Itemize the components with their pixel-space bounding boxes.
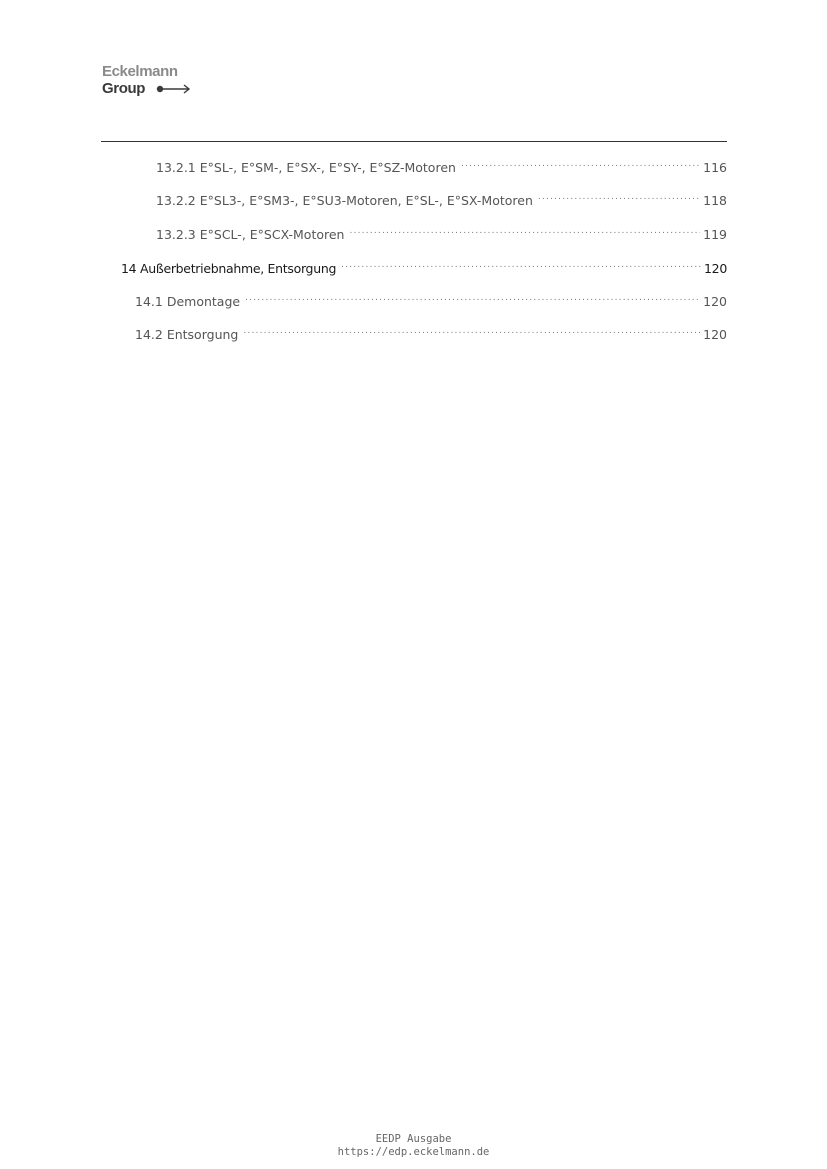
toc-leader-dots [538, 185, 700, 205]
toc-entry-title: 13.2.1 E°SL-, E°SM-, E°SX-, E°SY-, E°SZ-Motoren [156, 160, 456, 175]
toc-leader-dots [341, 253, 701, 273]
toc-entry-page: 120 [703, 294, 727, 309]
footer-url[interactable]: https://edp.eckelmann.de [337, 1146, 490, 1158]
toc-entry-number: 13.2.3 [156, 227, 196, 242]
toc-leader-dots [243, 319, 700, 339]
toc-entry-page: 119 [703, 227, 727, 242]
toc-leader-dots [461, 152, 700, 172]
logo-text-eckelmann: Eckelmann [102, 63, 178, 80]
toc-leader-dots [245, 286, 700, 306]
toc-entry-number: 14.2 [135, 327, 163, 342]
toc-entry-13-2-2[interactable] [156, 185, 727, 211]
toc-entry-number: 13.2.1 [156, 160, 196, 175]
toc-entry-13-2-3[interactable] [156, 219, 727, 245]
toc-entry-page: 118 [703, 193, 727, 208]
toc-entry-title: 14.2 Entsorgung [135, 327, 239, 342]
toc-entry-page: 120 [704, 261, 727, 276]
page-footer [0, 1133, 827, 1159]
toc-entry-title: 13.2.2 E°SL3-, E°SM3-, E°SU3-Motoren, E°SL-, E°SX-Motoren [156, 193, 533, 208]
toc-entry-page: 116 [703, 160, 727, 175]
logo-text-group: Group [102, 80, 145, 97]
toc-entry-number: 13.2.2 [156, 193, 196, 208]
toc-entry-title: 14.1 Demontage [135, 294, 241, 309]
toc-entry-number: 14 [121, 261, 137, 276]
company-logo [102, 64, 202, 100]
toc-entry-number: 14.1 [135, 294, 163, 309]
toc-entry-13-2-1[interactable] [156, 152, 727, 178]
toc-entry-14-2[interactable] [135, 319, 727, 345]
toc-entry-14-1[interactable] [135, 286, 727, 312]
header-divider [101, 141, 727, 142]
toc-entry-page: 120 [703, 327, 727, 342]
toc-entry-title: 14 Außerbetriebnahme, Entsorgung [121, 261, 337, 276]
toc-entry-14[interactable] [121, 253, 727, 279]
footer-edition: EEDP Ausgabe [375, 1133, 452, 1145]
toc-entry-title: 13.2.3 E°SCL-, E°SCX-Motoren [156, 227, 345, 242]
arrow-right-icon [156, 83, 192, 95]
toc-leader-dots [349, 219, 700, 239]
